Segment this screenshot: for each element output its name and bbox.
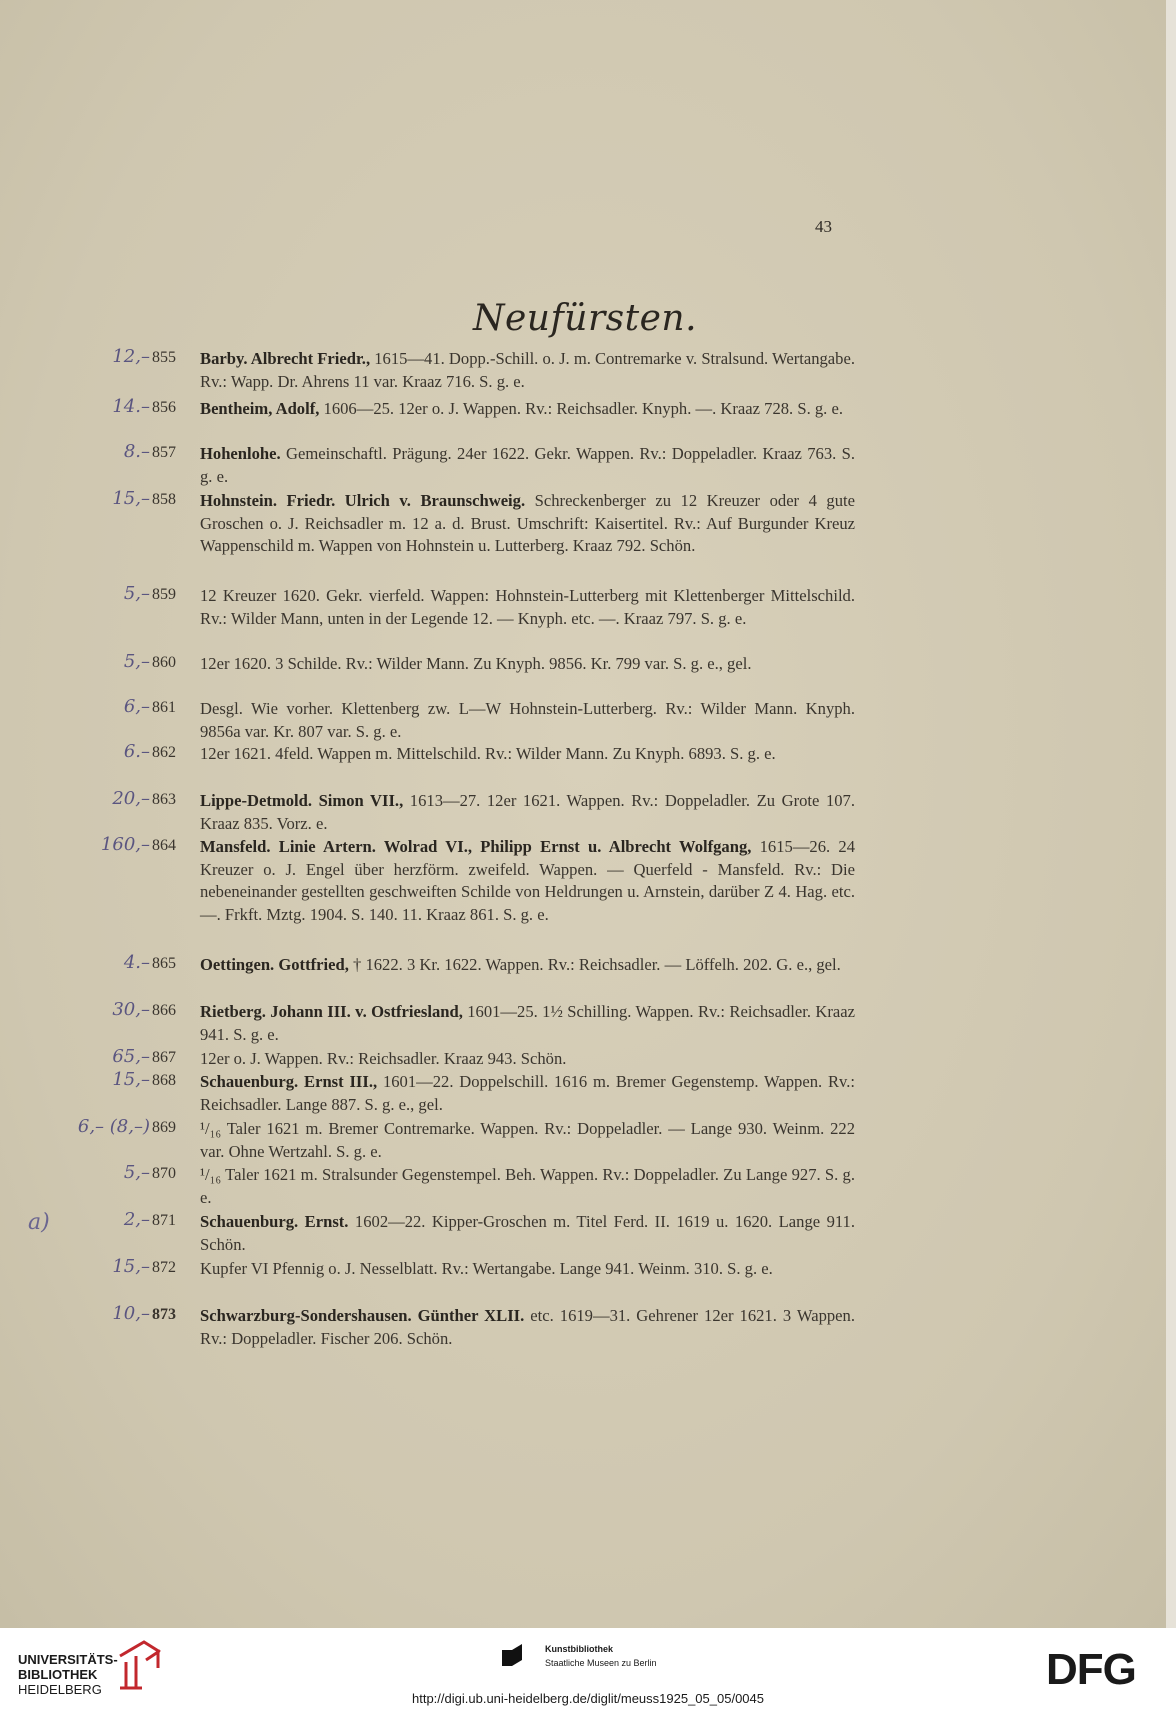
ub-line-1: UNIVERSITÄTS- xyxy=(18,1652,118,1667)
entry-number: 858 xyxy=(152,491,176,508)
entry-number: 857 xyxy=(152,444,176,461)
ub-line-2: BIBLIOTHEK xyxy=(18,1667,98,1682)
entry-number: 873 xyxy=(152,1306,176,1323)
entry-description: 1615—26. 24 Kreuzer o. J. Engel über herzförm. zweifeld. Wappen. — Querfeld - Mansfeld. Rv.: Die nebeneinander gestellten geschweiften Schilde von Heldrungen u. Arnstein, darüber Z 4. Hag. etc. —. Frkft. Mztg. 1904. S. 140. 11. Kraaz 861. S. g. e. xyxy=(200,837,855,924)
entry-description: 1615—41. Dopp.-Schill. o. J. m. Contremarke v. Stralsund. Wertangabe. Rv.: Wapp. Dr. Ahrens 11 var. Kraaz 716. S. g. e. xyxy=(200,349,855,391)
entry-description: ¹/₁₆ Taler 1621 m. Stralsunder Gegenstempel. Beh. Wappen. Rv.: Doppeladler. Zu Lange 927. S. g. e. xyxy=(200,1165,855,1207)
handwritten-price: 15,– xyxy=(112,488,150,509)
entry-description: 1602—22. Kipper-Groschen m. Titel Ferd. II. 1619 u. 1620. Lange 911. Schön. xyxy=(200,1212,856,1254)
entry-text xyxy=(200,1048,855,1071)
entry-name: Schauenburg. Ernst. xyxy=(200,1212,349,1231)
entry-number: 868 xyxy=(152,1072,176,1089)
page-edge xyxy=(1166,0,1176,1628)
entry-text xyxy=(200,954,855,977)
handwritten-price: 10,– xyxy=(112,1303,150,1324)
entry-name: Mansfeld. Linie Artern. Wolrad VI., Philipp Ernst u. Albrecht Wolfgang, xyxy=(200,837,752,856)
handwritten-price: 8.– xyxy=(123,441,150,462)
entry-text xyxy=(200,490,855,558)
handwritten-price: 6.– xyxy=(123,741,150,762)
entry-text xyxy=(200,1071,855,1116)
entry-name: Bentheim, Adolf, xyxy=(200,399,320,418)
entry-description: † 1622. 3 Kr. 1622. Wappen. Rv.: Reichsadler. — Löffelh. 202. G. e., gel. xyxy=(348,955,841,974)
handwritten-price: 6,– xyxy=(123,696,150,717)
ub-line-3: HEIDELBERG xyxy=(18,1682,102,1697)
handwritten-margin-mark: a) xyxy=(28,1210,50,1235)
entry-description: Gemeinschaftl. Prägung. 24er 1622. Gekr. Wappen. Rv.: Doppeladler. Kraaz 763. S. g. e. xyxy=(200,444,855,486)
entry-name: Lippe-Detmold. Simon VII., xyxy=(200,791,404,810)
entry-number: 869 xyxy=(152,1119,176,1136)
entry-description: 12er o. J. Wappen. Rv.: Reichsadler. Kraaz 943. Schön. xyxy=(200,1049,567,1068)
entry-description: ¹/₁₆ Taler 1621 m. Bremer Contremarke. Wappen. Rv.: Doppeladler. — Lange 930. Weinm. 222 var. Ohne Wertzahl. S. g. e. xyxy=(200,1119,855,1161)
entry-description: 12er 1620. 3 Schilde. Rv.: Wilder Mann. Zu Knyph. 9856. Kr. 799 var. S. g. e., gel. xyxy=(200,654,752,673)
entry-description: 12 Kreuzer 1620. Gekr. vierfeld. Wappen: Hohnstein-Lutterberg mit Klettenberger Mittelschild. Rv.: Wilder Mann, unten in der Legende 12. — Knyph. etc. —. Kraaz 797. S. g. e. xyxy=(200,586,855,628)
ub-heidelberg-logo-icon[interactable] xyxy=(116,1638,164,1692)
entry-text xyxy=(200,653,855,676)
entry-text xyxy=(200,348,855,393)
entry-text xyxy=(200,585,855,630)
entry-description: Schreckenberger zu 12 Kreuzer oder 4 gute Groschen o. J. Reichsadler m. 12 a. d. Brust. Umschrift: Kaisertitel. Rv.: Auf Burgunder Kreuz Wappenschild m. Wappen von Hohnstein u. Lutterberg. Kraaz 792. Schön. xyxy=(200,491,855,555)
entry-text xyxy=(200,836,855,926)
entry-description: 12er 1621. 4feld. Wappen m. Mittelschild. Rv.: Wilder Mann. Zu Knyph. 6893. S. g. e. xyxy=(200,744,776,763)
entry-description: Kupfer VI Pfennig o. J. Nesselblatt. Rv.: Wertangabe. Lange 941. Weinm. 310. S. g. e. xyxy=(200,1259,773,1278)
entry-description: 1601—25. 1½ Schilling. Wappen. Rv.: Reichsadler. Kraaz 941. S. g. e. xyxy=(200,1002,855,1044)
entry-description: 1613—27. 12er 1621. Wappen. Rv.: Doppeladler. Zu Grote 107. Kraaz 835. Vorz. e. xyxy=(200,791,856,833)
entry-description: 1606—25. 12er o. J. Wappen. Rv.: Reichsadler. Knyph. —. Kraaz 728. S. g. e. xyxy=(319,399,843,418)
handwritten-price: 5,– xyxy=(123,1162,150,1183)
kunstbibliothek-logo-icon[interactable] xyxy=(500,1642,524,1668)
handwritten-price: 14.– xyxy=(112,396,150,417)
entry-text xyxy=(200,743,855,766)
entry-text xyxy=(200,1118,855,1163)
entry-number: 855 xyxy=(152,349,176,366)
entry-number: 872 xyxy=(152,1259,176,1276)
kb-line-2: Staatliche Museen zu Berlin xyxy=(545,1658,657,1668)
entry-number: 861 xyxy=(152,699,176,716)
entry-number: 870 xyxy=(152,1165,176,1182)
entry-name: Rietberg. Johann III. v. Ostfriesland, xyxy=(200,1002,463,1021)
entry-number: 871 xyxy=(152,1212,176,1229)
kunstbibliothek-wordmark[interactable] xyxy=(545,1642,657,1670)
entry-text xyxy=(200,1164,855,1209)
entry-number: 863 xyxy=(152,791,176,808)
entry-number: 862 xyxy=(152,744,176,761)
handwritten-price: 4.– xyxy=(123,952,150,973)
entry-name: Schauenburg. Ernst III., xyxy=(200,1072,378,1091)
handwritten-price: 5,– xyxy=(123,651,150,672)
handwritten-price: 65,– xyxy=(112,1046,150,1067)
permalink-url[interactable]: http://digi.ub.uni-heidelberg.de/diglit/meuss1925_05_05/0045 xyxy=(412,1691,764,1706)
entry-text xyxy=(200,443,855,488)
entry-number: 864 xyxy=(152,837,176,854)
handwritten-price: 2,– xyxy=(123,1209,150,1230)
handwritten-price: 15,– xyxy=(112,1069,150,1090)
entry-name: Hohnstein. Friedr. Ulrich v. Braunschweig. xyxy=(200,491,526,510)
entry-description: 1601—22. Doppelschill. 1616 m. Bremer Gegenstemp. Wappen. Rv.: Reichsadler. Lange 887. S. g. e., gel. xyxy=(200,1072,855,1114)
dfg-logo[interactable]: DFG xyxy=(1046,1645,1136,1694)
handwritten-price: 160,– xyxy=(100,834,150,855)
entry-number: 856 xyxy=(152,399,176,416)
handwritten-price: 30,– xyxy=(112,999,150,1020)
handwritten-price: 5,– xyxy=(123,583,150,604)
entry-text xyxy=(200,1211,855,1256)
entry-name: Barby. Albrecht Friedr., xyxy=(200,349,371,368)
entry-number: 865 xyxy=(152,955,176,972)
page-number: 43 xyxy=(815,217,832,236)
entry-name: Hohenlohe. xyxy=(200,444,281,463)
entry-description: etc. 1619—31. Gehrener 12er 1621. 3 Wappen. Rv.: Doppeladler. Fischer 206. Schön. xyxy=(200,1306,855,1348)
handwritten-price: 6,– (8,–) xyxy=(77,1116,150,1137)
entry-text xyxy=(200,398,855,421)
entry-number: 860 xyxy=(152,654,176,671)
entry-number: 859 xyxy=(152,586,176,603)
entry-text xyxy=(200,698,855,743)
handwritten-price: 12,– xyxy=(112,346,150,367)
handwritten-price: 20,– xyxy=(112,788,150,809)
entry-description: Desgl. Wie vorher. Klettenberg zw. L—W Hohnstein-Lutterberg. Rv.: Wilder Mann. Knyph. 9856a var. Kr. 807 var. S. g. e. xyxy=(200,699,855,741)
entry-name: Schwarzburg-Sondershausen. Günther XLII. xyxy=(200,1306,525,1325)
entry-number: 867 xyxy=(152,1049,176,1066)
handwritten-price: 15,– xyxy=(112,1256,150,1277)
entry-text xyxy=(200,1305,855,1350)
entry-name: Oettingen. Gottfried, xyxy=(200,955,349,974)
entry-text xyxy=(200,1258,855,1281)
entry-text xyxy=(200,790,855,835)
section-heading: Neufürsten. xyxy=(472,298,698,339)
entry-number: 866 xyxy=(152,1002,176,1019)
kb-line-1: Kunstbibliothek xyxy=(545,1644,613,1654)
entry-text xyxy=(200,1001,855,1046)
